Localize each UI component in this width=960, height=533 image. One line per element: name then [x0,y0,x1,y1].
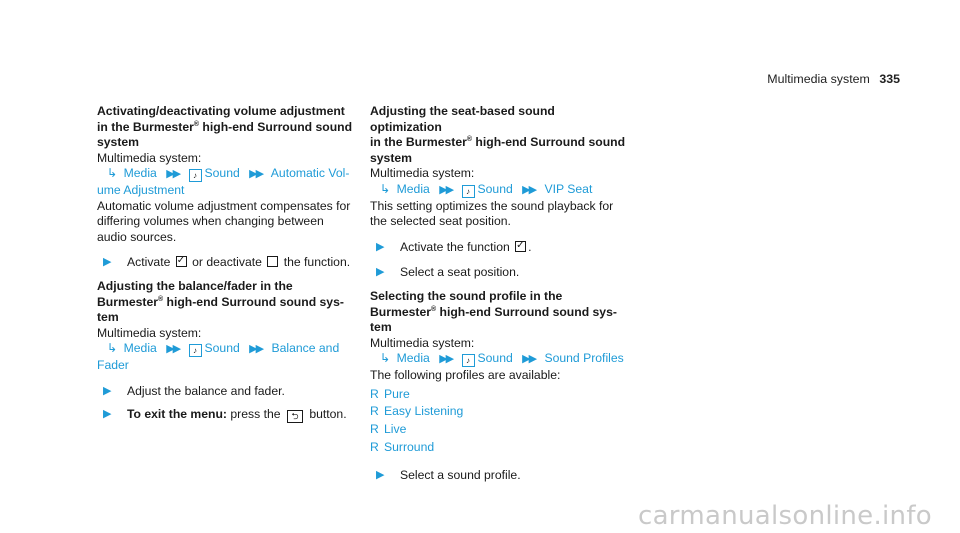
music-note-icon: ♪ [189,169,202,182]
profile-list [370,387,628,457]
step-item: ▶ Adjust the balance and fader. [103,383,285,398]
path-sound: Sound [477,351,513,366]
header-title: Multimedia system [767,72,870,86]
double-chevron-icon: ▶▶ [249,168,263,181]
action-triangle-icon: ▶ [376,240,385,253]
path-target: Balance and [271,341,340,356]
double-chevron-icon: ▶▶ [439,183,453,196]
menu-path [97,341,353,373]
context-label: Multimedia system: [370,166,475,181]
double-chevron-icon: ▶▶ [522,353,536,366]
step-item: ▶ To exit the menu: press the ⮌ button. [103,407,347,422]
path-media: Media [123,166,157,181]
checkbox-checked-icon [176,256,187,267]
music-note-icon: ♪ [189,344,202,357]
left-column [97,104,353,423]
path-arrow-icon: ↳ [107,166,118,181]
section-title-balance-fader: Adjusting the balance/fader in the Burmester® high-end Surround sound sys- tem [97,278,344,325]
music-note-icon: ♪ [462,354,475,367]
double-chevron-icon: ▶▶ [439,353,453,366]
section-title-sound-profile: Selecting the sound profile in the Burmester® high-end Surround sound sys- tem [370,288,617,335]
menu-path [370,182,628,199]
double-chevron-icon: ▶▶ [249,343,263,356]
list-item: R Easy Listening [370,404,464,419]
path-sound: Sound [477,181,513,196]
action-triangle-icon: ▶ [103,384,112,397]
description: This setting optimizes the sound playback for the selected seat position. [370,198,614,229]
menu-path [97,166,353,198]
music-note-icon: ♪ [462,185,475,198]
checkbox-checked-icon [515,241,526,252]
list-item: R Pure [370,386,410,401]
step-item: ▶ Select a seat position. [376,265,520,280]
action-triangle-icon: ▶ [376,266,385,279]
double-chevron-icon: ▶▶ [522,183,536,196]
path-target: Automatic Vol- [270,166,350,181]
action-triangle-icon: ▶ [103,408,112,421]
path-arrow-icon: ↳ [380,181,391,196]
path-target: Sound Profiles [544,351,624,366]
path-target-cont: ume Adjustment [97,182,185,197]
page-header [767,72,900,88]
double-chevron-icon: ▶▶ [166,168,180,181]
page-number: 335 [879,72,900,86]
menu-path [370,351,628,368]
path-target-cont: Fader [97,357,129,372]
context-label: Multimedia system: [97,150,202,165]
path-sound: Sound [204,166,240,181]
checkbox-empty-icon [267,256,278,267]
path-media: Media [396,181,430,196]
action-triangle-icon: ▶ [103,256,112,269]
double-chevron-icon: ▶▶ [166,343,180,356]
path-arrow-icon: ↳ [107,341,118,356]
path-sound: Sound [204,341,240,356]
path-arrow-icon: ↳ [380,351,391,366]
step-item: ▶ Activate the function ✓ . [370,240,628,256]
action-triangle-icon: ▶ [376,469,385,482]
list-item: R Live [370,422,407,437]
list-item: R Surround [370,440,435,455]
description: Automatic volume adjustment compensates for differing volumes when changing between audio sources. [97,198,351,244]
right-column [370,104,628,484]
back-button-icon: ⮌ [287,410,303,423]
step-item: ▶ Activate ✓ or deactivate the function. [97,255,353,271]
context-label: Multimedia system: [370,335,475,350]
step-item: ▶ Select a sound profile. [376,468,521,483]
watermark: carmanualsonline.info [637,501,932,532]
section-title-seat-optimization: Adjusting the seat-based sound optimization in the Burmester® high-end Surround sound system [370,104,626,165]
path-media: Media [123,341,157,356]
context-label: Multimedia system: [97,325,202,340]
section-title-volume-adjustment: Activating/deactivating volume adjustment in the Burmester® high-end Surround sound system [97,104,353,150]
profiles-intro: The following profiles are available: [370,367,561,382]
path-target: VIP Seat [544,181,593,196]
path-media: Media [396,351,430,366]
